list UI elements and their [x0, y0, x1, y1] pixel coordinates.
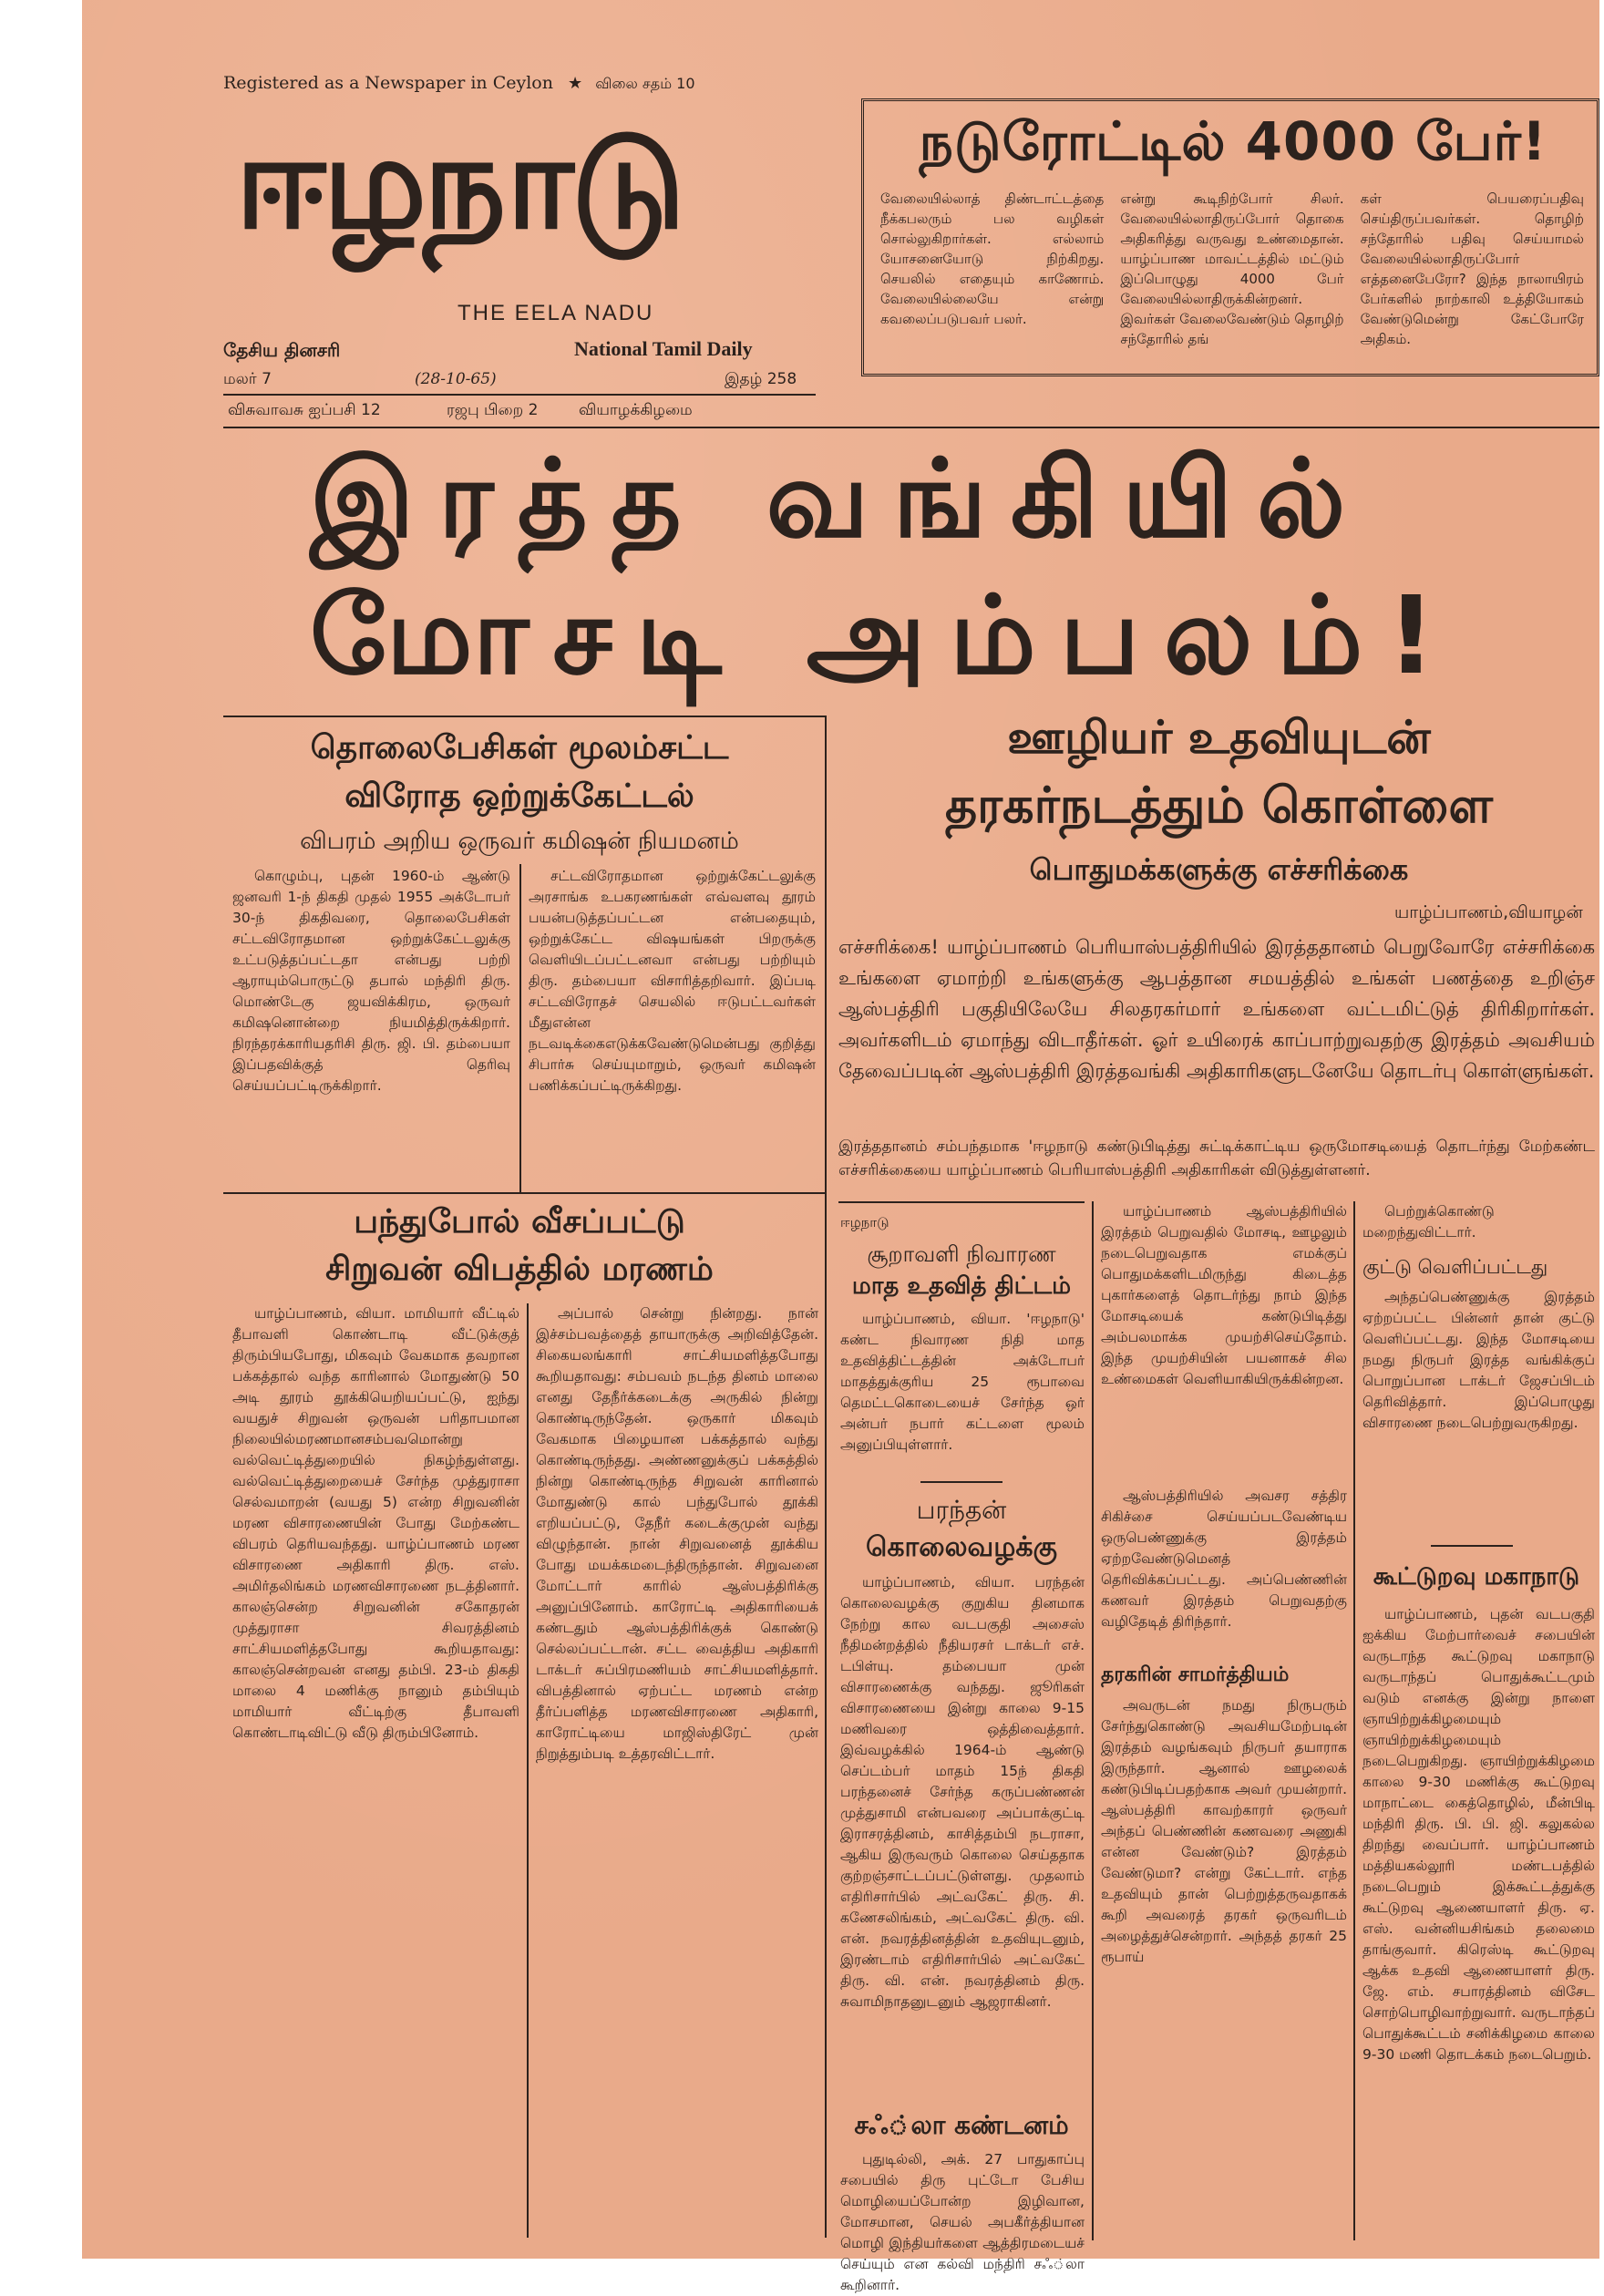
story-subhead: குட்டு வெளிப்பட்டது: [1362, 1256, 1548, 1278]
registered-text: Registered as a Newspaper in Ceylon: [223, 73, 553, 93]
story-headline: சிறுவன் விபத்தில் மரணம்: [325, 1251, 714, 1288]
issue-date: (28-10-65): [415, 370, 497, 388]
dateline: யாழ்ப்பாணம்,வியாழன்: [1394, 902, 1583, 922]
story-text: பெற்றுக்கொண்டு மறைந்துவிட்டார்.: [1362, 1203, 1495, 1241]
story-column: [840, 1309, 1085, 1491]
story-headline: விரோத ஒற்றுக்கேட்டல்: [344, 777, 694, 815]
story-text: யாழ்ப்பாணம் ஆஸ்பத்திரியில் இரத்தம் பெறுவதில் மோசடி, ஊழலும் நடைபெறுவதாக எமக்குப் பொதுமக்களிடமிருந்து கிடைத்த புகார்களைத் தொடர்ந்து நாம் இந்த மோசடியைக் கண்டுபிடித்து அம்பலமாக்க முயற்சிசெய்தோம். இந்த முயற்சியின் பயனாகச் சில உண்மைகள் வெளியாகியிருக்கின்றன.: [1101, 1203, 1347, 1387]
moon-phase: ரஜபு பிறை 2: [447, 401, 539, 419]
story-column: [232, 866, 510, 1194]
story-column: [1101, 1201, 1347, 1475]
divider: [223, 427, 1599, 428]
story-headline: பரந்தன்: [916, 1495, 1007, 1525]
volume-label: மலர் 7: [223, 370, 272, 388]
story-text: யாழ்ப்பாணம், வியா. பரந்தன் கொலைவழக்கு குறுகிய தினமாக நேற்று கால வடபகுதி அசைஸ் நீதிமன்றத்தில் நீதியரசர் டாக்டர் எச். டபிள்யு. தம்பையா முன் விசாரணைக்கு வந்தது. ஜூரிகள் விசாரணையை இன்று காலை 9-15 மணிவரை ஒத்திவைத்தார். இவ்வழக்கில் 1964-ம் ஆண்டு செப்டம்பர் மாதம் 15ந் திகதி பரந்தனைச் சேர்ந்த கருப்பண்ணன் முத்துசாமி என்பவரை அப்பாக்குட்டி இராசரத்தினம், காசித்தம்பி நடராசா, ஆகிய இருவரும் கொலை செய்ததாக குற்றஞ்சாட்டப்பட்டுள்ளது. முதலாம் எதிரிசார்பில் அட்வகேட் திரு. சி. கணேசலிங்கம், அட்வகேட் திரு. வி. என். நவரத்தினத்தின் உதவியுடனும், இரண்டாம் எதிரிசார்பில் அட்வகேட் திரு. வி. என். நவரத்தினம் திரு. சுவாமிநாதனுடனும் ஆஜராகினர்.: [840, 1574, 1085, 2010]
lead-subhead: பொதுமக்களுக்கு எச்சரிக்கை: [1029, 852, 1409, 887]
story-column: [536, 1303, 818, 2251]
weekday: வியாழக்கிழமை: [579, 401, 693, 419]
column-rule: [527, 1303, 529, 2238]
story-headline: சஃ்லா கண்டனம்: [854, 2110, 1069, 2140]
daily-label-tamil: தேசிய தினசரி: [223, 339, 341, 361]
price-text: விலை சதம் 10: [595, 75, 695, 92]
story-headline: கொலைவழக்கு: [865, 1531, 1058, 1563]
story-headline: கூட்டுறவு மகாநாடு: [1373, 1563, 1580, 1591]
story-headline: சூறாவளி நிவாரண: [867, 1241, 1056, 1267]
story-text: அவருடன் நமது நிருபரும் சேர்ந்துகொண்டு அவசியமேற்படின் இரத்தம் வழங்கவும் நிருபர் தயாராக இருந்தார். ஆனால் ஊழலைக் கண்டுபிடிப்பதற்காக அவர் முயன்றார். ஆஸ்பத்திரி காவற்காரர் ஒருவர் அந்தப் பெண்ணின் கணவரை அணுகி என்ன வேண்டும்? இரத்தம் வேண்டுமா? என்று கேட்டார். எந்த உதவியும் தான் பெற்றுத்தருவதாகக் கூறி அவரைத் தரகர் ஒருவரிடம் அழைத்துச்சென்றார். அந்தத் தரகர் 25 ரூபாய்: [1101, 1697, 1347, 1965]
warning-text: எச்சரிக்கை! யாழ்ப்பாணம் பெரியாஸ்பத்திரியில் இரத்ததானம் பெறுவோரே எச்சரிக்கை உங்களை ஏமாற்றி உங்களுக்கு ஆபத்தான சமயத்தில் உங்கள் பணத்தை உறிஞ்ச ஆஸ்பத்திரி பகுதியிலேயே சிலதரகர்மார் உங்களை வட்டமிட்டுத் திரிகிறார்கள். அவர்களிடம் ஏமாந்து விடாதீர்கள். ஓர் உயிரைக் காப்பாற்றுவதற்கு இரத்தம் அவசியம் தேவைப்படின் ஆஸ்பத்திரி இரத்தவங்கி அதிகாரிகளுடனேயே தொடர்பு கொள்ளுங்கள்.: [838, 936, 1595, 1082]
story-column: [529, 866, 816, 1194]
lead-headline: ஊழியர் உதவியுடன்: [1007, 711, 1431, 764]
story-text: அந்தப்பெண்ணுக்கு இரத்தம் ஏற்றப்பட்ட பின்னர் தான் குட்டு வெளிப்பட்டது. இந்த மோசடியை நமது நிருபர் இரத்த வங்கிக்குப் பொறுப்பான டாக்டர் ஜேசப்பிடம் தெரிவித்தார். இப்பொழுது விசாரணை நடைபெற்றுவருகிறது.: [1362, 1289, 1595, 1431]
divider: [838, 1201, 1085, 1203]
lead-paragraph: இரத்ததானம் சம்பந்தமாக 'ஈழநாடு கண்டுபிடித்து சுட்டிக்காட்டிய ஒருமோசடியைத் தொடர்ந்து மேற்கண்ட எச்சரிக்கையை யாழ்ப்பாணம் பெரியாஸ்பத்திரி அதிகாரிகள் விடுத்துள்ளனர்.: [838, 1138, 1595, 1179]
divider: [223, 394, 816, 396]
masthead-title-english: THE EELA NADU: [458, 301, 654, 325]
story-headline: தொலைபேசிகள் மூலம்சட்ட: [310, 729, 729, 767]
divider: [223, 1192, 825, 1194]
story-text: ஆஸ்பத்திரியில் அவசர சத்திர சிகிச்சை செய்யப்படவேண்டிய ஒருபெண்ணுக்கு இரத்தம் ஏற்றவேண்டுமெனத் தெரிவிக்கப்பட்டது. அப்பெண்ணின் கணவர் இரத்தம் பெறுவதற்கு வழிதேடித் திரிந்தார்.: [1101, 1488, 1347, 1630]
story-column: [1362, 1201, 1595, 1247]
story-column: [1101, 1486, 1347, 1654]
story-column: [1362, 1604, 1595, 2242]
lead-headline: தரகர்நடத்தும் கொள்ளை: [944, 777, 1494, 834]
section-label: ஈழநாடு: [840, 1214, 889, 1230]
column-rule: [1353, 1201, 1355, 2240]
column-rule: [519, 864, 521, 1192]
story-subhead: தரகரின் சாமர்த்தியம்: [1101, 1663, 1290, 1686]
divider: [223, 716, 825, 717]
story-headline: பந்துபோல் வீசப்பட்டு: [354, 1203, 685, 1241]
registered-notice: [223, 73, 695, 94]
newspaper-page: [82, 0, 1599, 2293]
boxed-story-column: வேலையில்லாத் திண்டாட்டத்தை நீக்கபலரும் பல வழிகள் சொல்லுகிறார்கள். எல்லாம் யோசனையோடு நிற்கிறது. செயலில் எதையும் காணோம். வேலையில்லையே என்று கவலைப்படுபவர் பலர்.: [880, 190, 1105, 327]
star-icon: ★: [568, 74, 583, 93]
story-text: யாழ்ப்பாணம், வியா. 'ஈழநாடு' கண்ட நிவாரண நிதி மாத உதவித்திட்டத்தின் அக்டோபர் மாதத்துக்குரிய 25 ரூபாவை தெமட்டகொடையைச் சேர்ந்த ஒர் அன்பர் நபார் கட்டளை மூலம் அனுப்பியுள்ளார்.: [840, 1311, 1085, 1453]
boxed-story-column: என்று கூடிநிற்போர் சிலர். வேலையில்லாதிருப்போர் தொகை அதிகரித்து வருவது உண்மைதான். யாழ்ப்பாண மாவட்டத்தில் மட்டும் இப்பொழுது 4000 பேர் வேலையில்லாதிருக்கின்றனர். இவர்கள் வேலைவேண்டும் தொழிற் சந்தோரில் தங்: [1120, 190, 1344, 347]
story-text: கொழும்பு, புதன் 1960-ம் ஆண்டு ஜனவரி 1-ந் திகதி முதல் 1955 அக்டோபர் 30-ந் திகதிவரை, தொலைபேசிகள் சட்டவிரோதமான ஒற்றுக்கேட்டலுக்கு உட்படுத்தப்பட்டதா என்பது பற்றி ஆராயும்பொருட்டு தபால் மந்திரி திரு. மொண்டேகு ஜயவிக்கிரம, ஒருவர் கமிஷனொன்றை நியமித்திருக்கிறார். நிரந்தரக்காரியதரிசி திரு. ஜி. பி. தம்பையா இப்பதவிக்குத் தெரிவு செய்யப்பட்டிருக்கிறார்.: [232, 868, 510, 1094]
story-column: [840, 1572, 1085, 2101]
masthead-title: ஈழநாடு: [235, 108, 683, 258]
story-column: [1101, 1695, 1347, 2242]
boxed-story-headline: நடுரோட்டில் 4000 பேர்!: [919, 110, 1547, 172]
story-text: சட்டவிரோதமான ஒற்றுக்கேட்டலுக்கு அரசாங்க உபகரணங்கள் எவ்வளவு தூரம் பயன்படுத்தப்பட்டன என்பதையும், ஒற்றுக்கேட்ட விஷயங்கள் பிறருக்கு வெளியிடப்பட்டனவா என்பது பற்றியும் திரு. தம்பையா விசாரித்தறிவார். இப்படி சட்டவிரோதச் செயலில் ஈடுபட்டவர்கள் மீதுஎன்ன நடவடிக்கைஎடுக்கவேண்டுமென்பது குறித்து சிபார்சு செய்யுமாறும், ஒருவர் கமிஷன் பணிக்கப்பட்டிருக்கிறது.: [529, 868, 816, 1094]
main-headline-line2: மோசடி அம்பலம்!: [310, 572, 1460, 698]
boxed-story-column: கள் பெயரைப்பதிவு செய்திருப்பவர்கள். தொழிற் சந்தோரில் பதிவு செய்யாமல் வேலையில்லாதிருப்போர் எத்தனைபேரோ? இந்த நாலாயிரம் பேர்களில் நாற்காலி உத்தியோகம் வேண்டுமென்று கேட்போரே அதிகம்.: [1360, 190, 1584, 347]
column-rule: [825, 716, 827, 2238]
main-headline-line1: இரத்த வங்கியில்: [310, 436, 1370, 561]
boxed-story: [861, 98, 1599, 376]
story-text: யாழ்ப்பாணம், வியா. மாமியார் வீட்டில் தீபாவளி கொண்டாடி வீட்டுக்குத் திரும்பியபோது, மிகவும் வேகமாக தவறான பக்கத்தால் வந்த காரினால் மோதுண்டு 50 அடி தூரம் தூக்கியெறியப்பட்டு, ஐந்து வயதுச் சிறுவன் ஒருவன் பரிதாபமான நிலையில்மரணமானசம்பவமொன்று வல்வெட்டித்துறையில் நிகழ்ந்துள்ளது. வல்வெட்டித்துறையைச் சேர்ந்த முத்துராசா செல்வமாறன் (வயது 5) என்ற சிறுவனின் மரண விசாரணையின் போது மேற்கண்ட விபரம் தெரியவந்தது. யாழ்ப்பாணம் மரண விசாரணை அதிகாரி திரு. எஸ். அமிர்தலிங்கம் மரணவிசாரணை நடத்தினார். காலஞ்சென்ற சிறுவனின் சகோதரன் முத்துராசா சிவரத்தினம் சாட்சியமளித்தபோது கூறியதாவது: காலஞ்சென்றவன் எனது தம்பி. 23-ம் திகதி மாலை 4 மணிக்கு நானும் தம்பியும் மாமியார் வீட்டிற்கு தீபாவளி கொண்டாடிவிட்டு வீடு திரும்பினோம்.: [232, 1305, 519, 1741]
divider: [920, 1481, 1002, 1483]
story-text: அப்பால் சென்று நின்றது. நான் இச்சம்பவத்தைத் தாயாருக்கு அறிவித்தேன். சிகையலங்காரி சாட்சியமளித்தபோது கூறியதாவது: சம்பவம் நடந்த தினம் மாலை எனது தேநீர்க்கடைக்கு அருகில் நின்று கொண்டிருந்தேன். ஒருகார் மிகவும் வேகமாக பிழையான பக்கத்தால் வந்து கொண்டிருந்தது. அண்ணனுக்குப் பக்கத்தில் நின்று கொண்டிருந்த சிறுவன் காரினால் மோதுண்டு கால் பந்துபோல் தூக்கி எறியப்பட்டு, தேநீர் கடைக்குமுன் வந்து விழுந்தான். நான் சிறுவனைத் தூக்கிய போது மயக்கமடைந்திருந்தான். சிறுவனை மோட்டார் காரில் ஆஸ்பத்திரிக்கு அனுப்பினோம். காரோட்டி அதிகாரியைக் கண்டதும் ஆஸ்பத்திரிக்குக் கொண்டு செல்லப்பட்டான். சட்ட வைத்திய அதிகாரி டாக்டர் சுப்பிரமணியம் சாட்சியமளித்தார். விபத்தினால் ஏற்பட்ட மரணம் என்ற தீர்ப்பளித்த மரணவிசாரணை அதிகாரி, காரோட்டியை மாஜிஸ்திரேட் முன் நிறுத்தும்படி உத்தரவிட்டார்.: [536, 1305, 818, 1762]
column-rule: [1092, 1201, 1094, 2240]
issue-number: இதழ் 258: [725, 370, 797, 388]
story-column: [840, 2149, 1085, 2293]
divider: [1431, 1545, 1513, 1547]
story-subhead: விபரம் அறிய ஒருவர் கமிஷன் நியமனம்: [300, 828, 739, 855]
tamil-date: விசுவாவசு ஐப்பசி 12: [228, 401, 381, 419]
story-text: யாழ்ப்பாணம், புதன் வடபகுதி ஐக்கிய மேற்பார்வைச் சபையின் வருடாந்த கூட்டுறவு மகாநாடு வருடாந்தப் பொதுக்கூட்டமும் வடும் எனக்கு இன்று நாளை ஞாயிற்றுக்கிழமையும் ஞாயிற்றுக்கிழமையும் நடைபெறுகிறது. ஞாயிற்றுக்கிழமை காலை 9-30 மணிக்கு கூட்டுறவு மாநாட்டை கைத்தொழில், மீன்பிடி மந்திரி திரு. பி. பி. ஜி. கலுகல்ல திறந்து வைப்பார். யாழ்ப்பாணம் மத்தியகல்லூரி மண்டபத்தில் நடைபெறும் இக்கூட்டத்துக்கு கூட்டுறவு ஆணையாளர் திரு. ஏ. எஸ். வன்னியசிங்கம் தலைமை தாங்குவார். கிரெஸ்டி கூட்டுறவு ஆக்க உதவி ஆணையாளர் திரு. ஜே. எம். சபாரத்தினம் விசேட சொற்பொழிவாற்றுவார். வருடாந்தப் பொதுக்கூட்டம் சனிக்கிழமை காலை 9-30 மணி தொடக்கம் நடைபெறும்.: [1362, 1606, 1595, 2063]
story-headline: மாத உதவித் திட்டம்: [851, 1272, 1072, 1300]
story-column: [232, 1303, 519, 2251]
story-text: புதுடில்லி, அக். 27 பாதுகாப்பு சபையில் திரு புட்டோ பேசிய மொழியைப்போன்ற இழிவான, மோசமான, செயல் அபகீர்த்தியான மொழி இந்தியர்களை ஆத்திரமடையச் செய்யும் என கல்வி மந்திரி சஃ்லா கூறினார்.: [840, 2151, 1085, 2293]
daily-label-english: National Tamil Daily: [574, 337, 753, 360]
story-column: [1362, 1287, 1595, 1533]
